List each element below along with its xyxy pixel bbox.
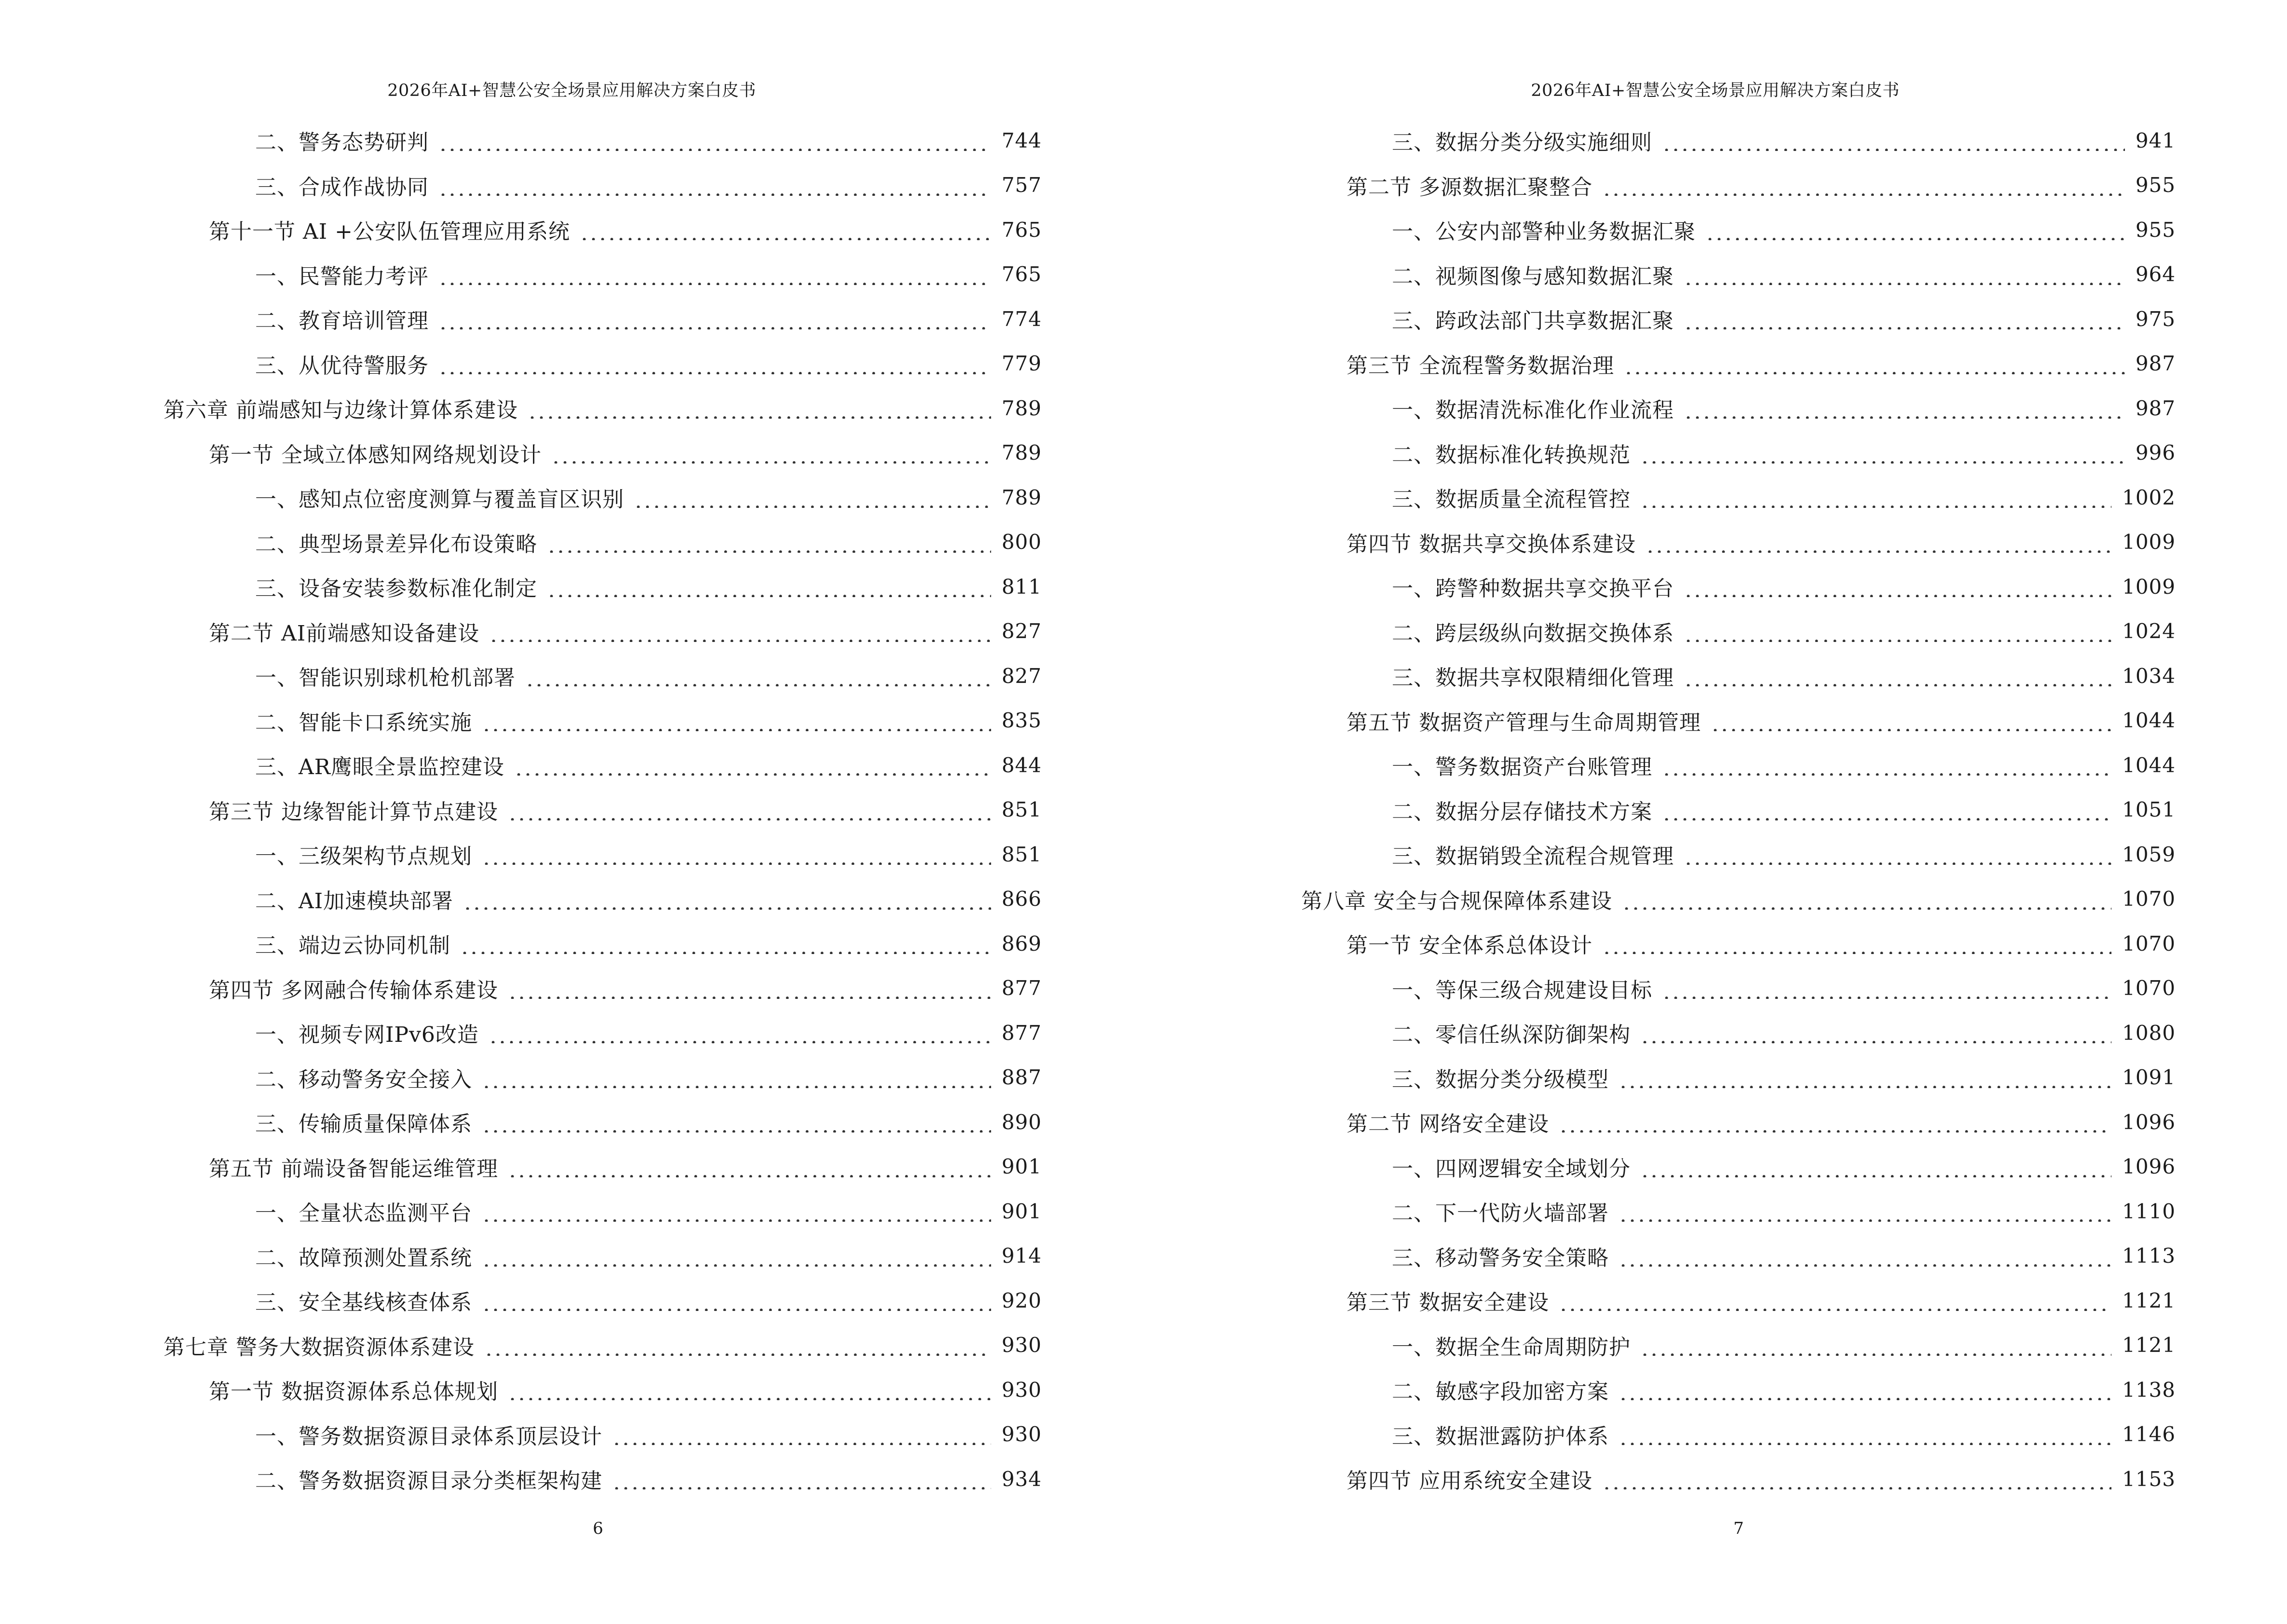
toc-subsection-entry[interactable] (1144, 207, 2176, 252)
toc-dot-leader (514, 754, 991, 776)
toc-entry-title[interactable]: 三、安全基线核查体系 (255, 1290, 472, 1315)
toc-entry-title[interactable]: 三、数据共享权限精细化管理 (1392, 666, 1674, 691)
toc-subsection-entry[interactable] (1144, 1412, 2176, 1457)
toc-section-entry[interactable] (0, 966, 1042, 1011)
toc-entry-title[interactable]: 三、数据销毁全流程合规管理 (1392, 844, 1674, 869)
toc-entry-title[interactable]: 一、民警能力考评 (255, 264, 429, 289)
toc-entry-page-number: 1024 (2122, 619, 2176, 643)
toc-entry-title[interactable]: 第一节 数据资源体系总体规划 (209, 1379, 498, 1405)
toc-subsection-entry[interactable] (1144, 475, 2176, 520)
toc-dot-leader (1662, 799, 2111, 820)
toc-entry-page-number: 934 (1001, 1467, 1042, 1491)
toc-entry-page-number: 987 (2135, 352, 2176, 376)
toc-entry-title[interactable]: 第一节 全域立体感知网络规划设计 (209, 442, 542, 467)
toc-dot-leader (1640, 487, 2111, 508)
toc-entry-title[interactable]: 一、视频专网IPv6改造 (255, 1023, 479, 1048)
toc-entry-page-number: 987 (2135, 396, 2176, 420)
toc-subsection-entry[interactable] (0, 1010, 1042, 1055)
toc-entry-title[interactable]: 二、视频图像与感知数据汇聚 (1392, 264, 1674, 289)
toc-entry-title[interactable]: 三、合成作战协同 (255, 175, 429, 200)
toc-entry-page-number: 877 (1001, 976, 1042, 1000)
toc-entry-title[interactable]: 二、跨层级纵向数据交换体系 (1392, 621, 1674, 646)
toc-entry-page-number: 811 (1001, 574, 1042, 599)
toc-entry-page-number: 914 (1001, 1244, 1042, 1268)
toc-entry-title[interactable]: 二、教育培训管理 (255, 309, 429, 334)
toc-entry-title[interactable]: 一、四网逻辑安全域划分 (1392, 1156, 1631, 1181)
toc-entry-page-number: 1051 (2122, 798, 2176, 822)
toc-entry-page-number: 779 (1001, 352, 1042, 376)
toc-dot-leader (1646, 532, 2111, 553)
toc-dot-leader (547, 532, 991, 553)
toc-subsection-entry[interactable] (1144, 431, 2176, 476)
toc-subsection-entry[interactable] (0, 698, 1042, 743)
toc-entry-title[interactable]: 二、典型场景差异化布设策略 (255, 532, 537, 557)
toc-dot-leader (438, 353, 991, 374)
toc-dot-leader (1619, 1245, 2111, 1267)
toc-entry-page-number: 844 (1001, 753, 1042, 777)
toc-section-entry[interactable] (0, 1145, 1042, 1189)
toc-subsection-entry[interactable] (1144, 252, 2176, 297)
toc-subsection-entry[interactable] (1144, 743, 2176, 788)
toc-entry-title[interactable]: 二、零信任纵深防御架构 (1392, 1023, 1631, 1048)
toc-dot-leader (547, 576, 991, 597)
toc-subsection-entry[interactable] (1144, 832, 2176, 877)
toc-dot-leader (1602, 1468, 2111, 1489)
toc-entry-page-number: 774 (1001, 307, 1042, 331)
toc-subsection-entry[interactable] (1144, 1010, 2176, 1055)
toc-entry-title[interactable]: 二、警务态势研判 (255, 130, 429, 155)
toc-subsection-entry[interactable] (1144, 1323, 2176, 1368)
toc-entry-title[interactable]: 一、智能识别球机枪机部署 (255, 666, 516, 691)
toc-entry-page-number: 1121 (2122, 1288, 2176, 1312)
toc-entry-title[interactable]: 第三节 全流程警务数据治理 (1347, 353, 1614, 378)
toc-subsection-entry[interactable] (1144, 297, 2176, 341)
toc-dot-leader (489, 1022, 991, 1043)
toc-dot-leader (1602, 175, 2125, 196)
toc-entry-title[interactable]: 第四节 数据共享交换体系建设 (1347, 532, 1636, 557)
toc-entry-page-number: 1009 (2122, 530, 2176, 554)
toc-subsection-entry[interactable] (1144, 118, 2176, 163)
toc-dot-leader (508, 799, 991, 820)
toc-dot-leader (438, 175, 991, 196)
toc-dot-leader (580, 219, 991, 240)
toc-entry-title[interactable]: 二、警务数据资源目录分类框架构建 (255, 1469, 602, 1494)
toc-entry-page-number: 964 (2135, 262, 2176, 287)
toc-entry-page-number: 1121 (2122, 1333, 2176, 1357)
toc-section-entry[interactable] (0, 207, 1042, 252)
toc-subsection-entry[interactable] (0, 877, 1042, 922)
toc-dot-leader (1684, 621, 2111, 642)
toc-entry-page-number: 1070 (2122, 976, 2176, 1000)
toc-entry-title[interactable]: 二、智能卡口系统实施 (255, 710, 472, 735)
toc-entry-page-number: 1138 (2122, 1378, 2176, 1402)
toc-entry-page-number: 901 (1001, 1155, 1042, 1179)
toc-entry-title[interactable]: 三、数据质量全流程管控 (1392, 487, 1631, 512)
toc-subsection-entry[interactable] (0, 1055, 1042, 1100)
toc-dot-leader (1622, 888, 2111, 910)
toc-entry-title[interactable]: 三、设备安装参数标准化制定 (255, 576, 537, 601)
toc-entry-title[interactable]: 一、跨警种数据共享交换平台 (1392, 576, 1674, 601)
toc-dot-leader (484, 1335, 991, 1356)
toc-section-entry[interactable] (0, 1367, 1042, 1412)
toc-entry-title[interactable]: 三、数据泄露防护体系 (1392, 1424, 1609, 1449)
toc-entry-page-number: 789 (1001, 441, 1042, 465)
toc-entry-title[interactable]: 第六章 前端感知与边缘计算体系建设 (163, 398, 518, 423)
toc-dot-leader (438, 308, 991, 329)
toc-dot-leader (1619, 1201, 2111, 1222)
toc-entry-title[interactable]: 二、数据标准化转换规范 (1392, 442, 1631, 467)
toc-entry-page-number: 1034 (2122, 664, 2176, 688)
toc-subsection-entry[interactable] (1144, 1055, 2176, 1100)
toc-section-entry[interactable] (0, 431, 1042, 476)
toc-section-entry[interactable] (0, 609, 1042, 654)
toc-dot-leader (634, 487, 991, 508)
toc-dot-leader (1711, 710, 2111, 731)
toc-dot-leader (1640, 1156, 2111, 1177)
toc-entry-page-number: 1096 (2122, 1155, 2176, 1179)
toc-dot-leader (1640, 1335, 2111, 1356)
toc-entry-page-number: 955 (2135, 218, 2176, 242)
toc-entry-page-number: 835 (1001, 709, 1042, 733)
toc-entry-page-number: 1059 (2122, 842, 2176, 866)
toc-entry-title[interactable]: 一、感知点位密度测算与覆盖盲区识别 (255, 487, 624, 512)
toc-entry-title[interactable]: 三、传输质量保障体系 (255, 1112, 472, 1137)
toc-dot-leader (525, 665, 991, 686)
toc-entry-title[interactable]: 三、从优待警服务 (255, 353, 429, 378)
toc-chapter-entry[interactable] (0, 1323, 1042, 1368)
toc-entry-page-number: 887 (1001, 1065, 1042, 1090)
toc-dot-leader (460, 933, 991, 954)
page-number-left: 6 (593, 1519, 603, 1538)
toc-subsection-entry[interactable] (0, 163, 1042, 208)
toc-entry-title[interactable]: 第一节 安全体系总体设计 (1347, 933, 1593, 958)
toc-subsection-entry[interactable] (0, 1412, 1042, 1457)
toc-entry-title[interactable]: 二、下一代防火墙部署 (1392, 1201, 1609, 1226)
toc-dot-leader (1559, 1111, 2111, 1133)
toc-entry-title[interactable]: 第四节 应用系统安全建设 (1347, 1469, 1593, 1494)
running-header-left: 2026年AI+智慧公安全场景应用解决方案白皮书 (387, 81, 756, 100)
toc-entry-title[interactable]: 三、移动警务安全策略 (1392, 1245, 1609, 1270)
toc-entry-page-number: 930 (1001, 1333, 1042, 1357)
toc-entry-page-number: 800 (1001, 530, 1042, 554)
toc-entry-page-number: 1070 (2122, 887, 2176, 911)
toc-section-entry[interactable] (1144, 921, 2176, 966)
toc-section-entry[interactable] (1144, 1278, 2176, 1323)
toc-entry-title[interactable]: 第三节 边缘智能计算节点建设 (209, 799, 498, 824)
toc-entry-page-number: 1009 (2122, 574, 2176, 599)
toc-entry-page-number: 789 (1001, 396, 1042, 420)
toc-subsection-entry[interactable] (0, 1234, 1042, 1279)
toc-entry-title[interactable]: 第四节 多网融合传输体系建设 (209, 978, 498, 1003)
toc-entry-page-number: 1080 (2122, 1021, 2176, 1045)
toc-dot-leader (1559, 1290, 2111, 1311)
toc-subsection-entry[interactable] (0, 252, 1042, 297)
toc-subsection-entry[interactable] (0, 1189, 1042, 1234)
toc-entry-page-number: 851 (1001, 798, 1042, 822)
toc-subsection-entry[interactable] (0, 1278, 1042, 1323)
toc-dot-leader (508, 1379, 991, 1400)
toc-dot-leader (1624, 353, 2125, 374)
toc-entry-page-number: 930 (1001, 1378, 1042, 1402)
toc-subsection-entry[interactable] (0, 654, 1042, 698)
toc-entry-title[interactable]: 一、等保三级合规建设目标 (1392, 978, 1652, 1003)
toc-entry-title[interactable]: 第二节 多源数据汇聚整合 (1347, 175, 1593, 200)
toc-section-entry[interactable] (1144, 341, 2176, 386)
toc-entry-title[interactable]: 二、AI加速模块部署 (255, 888, 454, 914)
toc-dot-leader (1619, 1379, 2111, 1400)
toc-section-entry[interactable] (0, 788, 1042, 832)
toc-entry-title[interactable]: 第七章 警务大数据资源体系建设 (163, 1335, 475, 1360)
toc-entry-title[interactable]: 第五节 数据资产管理与生命周期管理 (1347, 710, 1701, 735)
toc-dot-leader (1640, 1022, 2111, 1043)
table-of-contents-right (1144, 118, 2176, 1501)
toc-dot-leader (482, 844, 991, 865)
toc-entry-title[interactable]: 二、故障预测处置系统 (255, 1245, 472, 1270)
toc-entry-page-number: 890 (1001, 1110, 1042, 1134)
toc-entry-title[interactable]: 一、数据清洗标准化作业流程 (1392, 398, 1674, 423)
toc-subsection-entry[interactable] (1144, 386, 2176, 431)
table-of-contents-left (0, 118, 1042, 1501)
toc-dot-leader (1640, 442, 2125, 464)
toc-entry-page-number: 975 (2135, 307, 2176, 331)
toc-dot-leader (1705, 219, 2125, 240)
toc-entry-title[interactable]: 一、警务数据资产台账管理 (1392, 755, 1652, 780)
toc-dot-leader (1662, 130, 2125, 151)
toc-subsection-entry[interactable] (1144, 564, 2176, 609)
toc-dot-leader (508, 1156, 991, 1177)
toc-entry-title[interactable]: 三、AR鹰眼全景监控建设 (255, 755, 504, 780)
toc-entry-title[interactable]: 第五节 前端设备智能运维管理 (209, 1156, 498, 1181)
toc-entry-title[interactable]: 三、数据分类分级模型 (1392, 1067, 1609, 1092)
toc-dot-leader (612, 1468, 991, 1489)
toc-entry-title[interactable]: 三、跨政法部门共享数据汇聚 (1392, 309, 1674, 334)
toc-entry-title[interactable]: 第二节 网络安全建设 (1347, 1112, 1549, 1137)
toc-dot-leader (482, 1201, 991, 1222)
toc-subsection-entry[interactable] (0, 921, 1042, 966)
toc-dot-leader (438, 264, 991, 285)
toc-dot-leader (1684, 308, 2125, 329)
toc-entry-page-number: 901 (1001, 1199, 1042, 1223)
toc-subsection-entry[interactable] (1144, 1145, 2176, 1189)
toc-subsection-entry[interactable] (1144, 1367, 2176, 1412)
toc-subsection-entry[interactable] (0, 564, 1042, 609)
toc-dot-leader (508, 978, 991, 999)
toc-dot-leader (1684, 844, 2111, 865)
toc-entry-page-number: 941 (2135, 128, 2176, 152)
toc-entry-title[interactable]: 第八章 安全与合规保障体系建设 (1301, 888, 1612, 914)
toc-entry-title[interactable]: 第三节 数据安全建设 (1347, 1290, 1549, 1315)
toc-dot-leader (1684, 665, 2111, 686)
toc-section-entry[interactable] (1144, 1457, 2176, 1501)
toc-dot-leader (482, 1245, 991, 1267)
page-number-right: 7 (1733, 1519, 1744, 1538)
toc-subsection-entry[interactable] (0, 743, 1042, 788)
toc-entry-page-number: 955 (2135, 173, 2176, 197)
toc-subsection-entry[interactable] (0, 118, 1042, 163)
toc-dot-leader (1619, 1424, 2111, 1445)
toc-entry-page-number: 789 (1001, 485, 1042, 509)
toc-subsection-entry[interactable] (0, 1100, 1042, 1145)
toc-entry-title[interactable]: 三、端边云协同机制 (255, 933, 450, 958)
toc-subsection-entry[interactable] (0, 297, 1042, 341)
toc-section-entry[interactable] (1144, 520, 2176, 565)
toc-dot-leader (612, 1424, 991, 1445)
toc-entry-title[interactable]: 一、三级架构节点规划 (255, 844, 472, 869)
toc-entry-title[interactable]: 第二节 AI前端感知设备建设 (209, 621, 480, 646)
toc-entry-title[interactable]: 一、公安内部警种业务数据汇聚 (1392, 219, 1696, 245)
toc-subsection-entry[interactable] (1144, 1189, 2176, 1234)
toc-dot-leader (1684, 264, 2125, 285)
toc-entry-title[interactable]: 二、数据分层存储技术方案 (1392, 799, 1652, 824)
toc-subsection-entry[interactable] (1144, 609, 2176, 654)
toc-entry-page-number: 930 (1001, 1422, 1042, 1447)
toc-entry-page-number: 920 (1001, 1288, 1042, 1312)
toc-entry-page-number: 877 (1001, 1021, 1042, 1045)
toc-entry-title[interactable]: 二、敏感字段加密方案 (1392, 1379, 1609, 1405)
toc-entry-page-number: 869 (1001, 931, 1042, 955)
toc-subsection-entry[interactable] (1144, 1234, 2176, 1279)
toc-entry-title[interactable]: 三、数据分类分级实施细则 (1392, 130, 1652, 155)
toc-entry-page-number: 996 (2135, 441, 2176, 465)
toc-subsection-entry[interactable] (1144, 966, 2176, 1011)
toc-subsection-entry[interactable] (0, 341, 1042, 386)
toc-dot-leader (482, 1111, 991, 1133)
toc-dot-leader (1684, 576, 2111, 597)
toc-dot-leader (482, 1067, 991, 1088)
toc-entry-page-number: 827 (1001, 619, 1042, 643)
toc-section-entry[interactable] (1144, 1100, 2176, 1145)
toc-entry-page-number: 765 (1001, 262, 1042, 287)
toc-subsection-entry[interactable] (0, 832, 1042, 877)
toc-entry-title[interactable]: 一、数据全生命周期防护 (1392, 1335, 1631, 1360)
toc-subsection-entry[interactable] (0, 520, 1042, 565)
toc-dot-leader (1684, 397, 2125, 419)
toc-dot-leader (482, 710, 991, 731)
toc-section-entry[interactable] (1144, 698, 2176, 743)
toc-entry-page-number: 1110 (2122, 1199, 2176, 1223)
toc-dot-leader (1662, 754, 2111, 776)
toc-entry-page-number: 1153 (2122, 1467, 2176, 1491)
toc-dot-leader (463, 888, 991, 910)
toc-entry-title[interactable]: 一、警务数据资源目录体系顶层设计 (255, 1424, 602, 1449)
toc-subsection-entry[interactable] (1144, 654, 2176, 698)
toc-subsection-entry[interactable] (0, 1457, 1042, 1501)
toc-entry-page-number: 1070 (2122, 931, 2176, 955)
toc-entry-page-number: 851 (1001, 842, 1042, 866)
toc-dot-leader (1619, 1067, 2111, 1088)
toc-entry-page-number: 1002 (2122, 485, 2176, 509)
toc-entry-page-number: 866 (1001, 887, 1042, 911)
toc-dot-leader (1602, 933, 2111, 954)
toc-subsection-entry[interactable] (1144, 788, 2176, 832)
toc-dot-leader (489, 621, 991, 642)
toc-entry-page-number: 744 (1001, 128, 1042, 152)
toc-dot-leader (551, 442, 991, 464)
toc-entry-page-number: 757 (1001, 173, 1042, 197)
toc-chapter-entry[interactable] (1144, 877, 2176, 922)
toc-entry-page-number: 1146 (2122, 1422, 2176, 1447)
running-header-right: 2026年AI+智慧公安全场景应用解决方案白皮书 (1531, 81, 1900, 100)
toc-entry-page-number: 1091 (2122, 1065, 2176, 1090)
toc-dot-leader (482, 1290, 991, 1311)
toc-entry-title[interactable]: 第十一节 AI +公安队伍管理应用系统 (209, 219, 570, 245)
toc-entry-page-number: 827 (1001, 664, 1042, 688)
right-page (1144, 0, 2287, 1624)
toc-entry-page-number: 1096 (2122, 1110, 2176, 1134)
toc-entry-title[interactable]: 二、移动警务安全接入 (255, 1067, 472, 1092)
toc-dot-leader (438, 130, 991, 151)
toc-entry-page-number: 1044 (2122, 709, 2176, 733)
toc-entry-page-number: 765 (1001, 218, 1042, 242)
toc-entry-page-number: 1113 (2122, 1244, 2176, 1268)
toc-entry-page-number: 1044 (2122, 753, 2176, 777)
toc-chapter-entry[interactable] (0, 386, 1042, 431)
toc-entry-title[interactable]: 一、全量状态监测平台 (255, 1201, 472, 1226)
toc-subsection-entry[interactable] (0, 475, 1042, 520)
toc-dot-leader (528, 397, 991, 419)
toc-section-entry[interactable] (1144, 163, 2176, 208)
toc-dot-leader (1662, 978, 2111, 999)
